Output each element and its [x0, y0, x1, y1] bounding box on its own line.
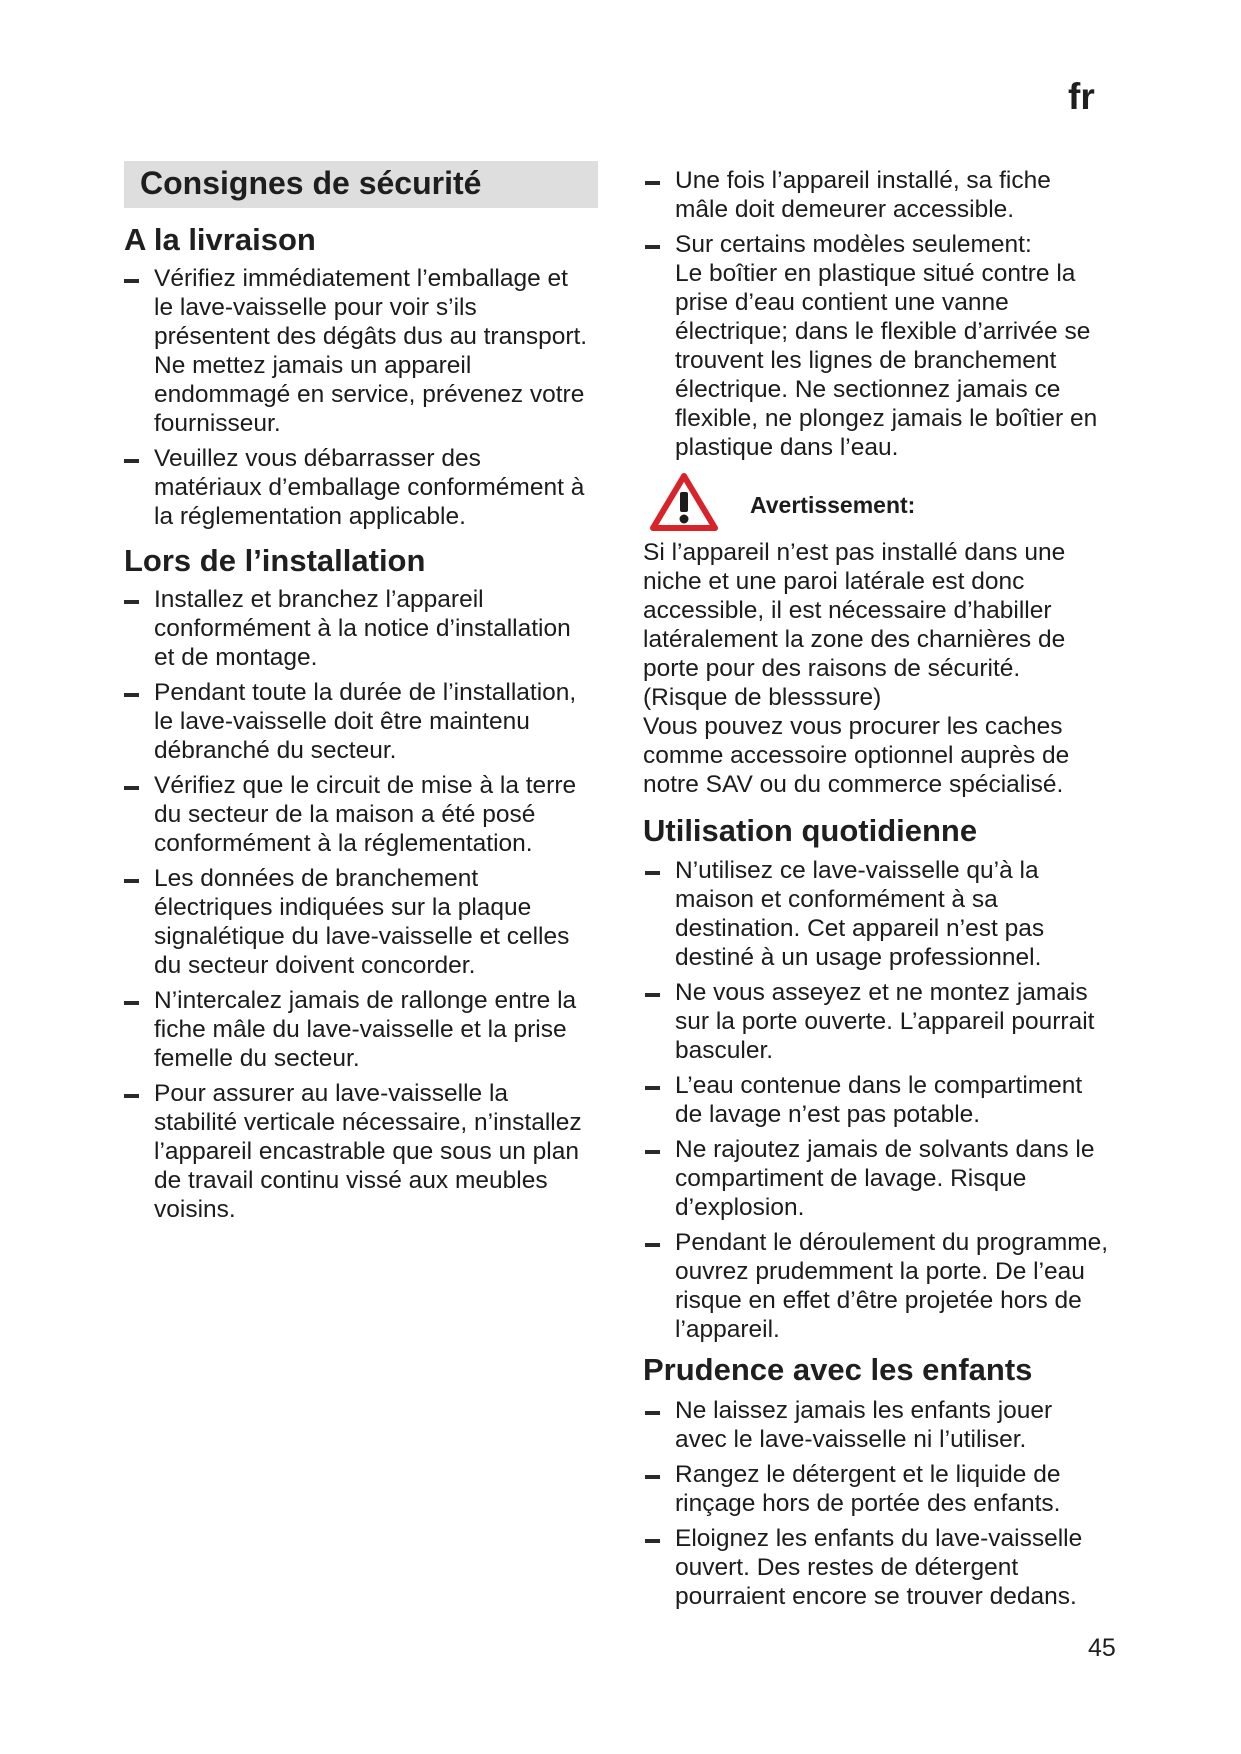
text-line: femelle du secteur. — [154, 1045, 360, 1072]
text-line: électrique; dans le flexible d’arrivée se — [675, 318, 1091, 345]
warning-triangle-icon — [650, 472, 718, 532]
text-line: (Risque de blesssure) — [643, 684, 882, 711]
text-line: plastique dans l’eau. — [675, 434, 899, 461]
warning-label: Avertissement: — [750, 492, 916, 518]
text-line: fiche mâle du lave-vaisselle et la prise — [154, 1016, 567, 1043]
text-line: présentent des dégâts dus au transport. — [154, 323, 588, 350]
text-line: notre SAV ou du commerce spécialisé. — [643, 771, 1064, 798]
list-item — [645, 978, 1125, 1065]
warning-text — [643, 538, 1069, 799]
text-line: du secteur doivent concorder. — [154, 952, 476, 979]
main-title: Consignes de sécurité — [140, 165, 482, 201]
text-line: Ne rajoutez jamais de solvants dans le — [675, 1136, 1095, 1163]
text-line: L’eau contenue dans le compartiment — [675, 1072, 1083, 1099]
dash-bullet-icon — [645, 181, 660, 185]
text-line: avec le lave-vaisselle ni l’utiliser. — [675, 1426, 1027, 1453]
heading-children: Prudence avec les enfants — [643, 1352, 1033, 1387]
text-line: électriques indiquées sur la plaque — [154, 894, 532, 921]
text-line: niche et une paroi latérale est donc — [643, 568, 1025, 595]
heading-daily-use: Utilisation quotidienne — [643, 813, 978, 848]
dash-bullet-icon — [645, 1411, 660, 1415]
text-line: débranché du secteur. — [154, 737, 397, 764]
delivery-list — [124, 264, 602, 537]
main-title-band — [124, 161, 598, 208]
text-line: Ne mettez jamais un appareil — [154, 352, 472, 379]
installation-list-continued — [645, 166, 1125, 468]
text-line: Ne laissez jamais les enfants jouer — [675, 1397, 1053, 1424]
dash-bullet-icon — [645, 1086, 660, 1090]
list-item — [645, 1228, 1125, 1344]
list-item — [645, 1524, 1125, 1611]
text-line: risque en effet d’être projetée hors de — [675, 1287, 1082, 1314]
text-line: Vous pouvez vous procurer les caches — [643, 713, 1063, 740]
text-line: Eloignez les enfants du lave-vaisselle — [675, 1525, 1083, 1552]
dash-bullet-icon — [124, 693, 139, 697]
dash-bullet-icon — [645, 245, 660, 249]
text-line: N’utilisez ce lave-vaisselle qu’à la — [675, 857, 1039, 884]
dash-bullet-icon — [124, 1094, 139, 1098]
text-line: matériaux d’emballage conformément à — [154, 474, 585, 501]
text-line: mâle doit demeurer accessible. — [675, 196, 1015, 223]
list-item — [645, 230, 1125, 462]
list-item — [124, 1079, 602, 1224]
text-line: destiné à un usage professionnel. — [675, 944, 1042, 971]
text-line: Vérifiez que le circuit de mise à la terre — [154, 772, 577, 799]
list-item — [645, 1071, 1125, 1129]
list-item — [645, 1135, 1125, 1222]
text-line: N’intercalez jamais de rallonge entre la — [154, 987, 577, 1014]
text-line: ouvert. Des restes de détergent — [675, 1554, 1019, 1581]
list-item — [124, 444, 602, 531]
text-line: pourraient encore se trouver dedans. — [675, 1583, 1077, 1610]
text-line: Ne vous asseyez et ne montez jamais — [675, 979, 1088, 1006]
text-line: prise d’eau contient une vanne — [675, 289, 1009, 316]
dash-bullet-icon — [645, 1539, 660, 1543]
dash-bullet-icon — [124, 279, 139, 283]
dash-bullet-icon — [124, 459, 139, 463]
text-line: comme accessoire optionnel auprès de — [643, 742, 1070, 769]
text-line: Vérifiez immédiatement l’emballage et — [154, 265, 568, 292]
dash-bullet-icon — [645, 993, 660, 997]
list-item — [124, 264, 602, 438]
daily-use-list — [645, 856, 1125, 1350]
text-line: accessible, il est nécessaire d’habiller — [643, 597, 1052, 624]
text-line: Rangez le détergent et le liquide de — [675, 1461, 1061, 1488]
dash-bullet-icon — [124, 600, 139, 604]
installation-list — [124, 585, 602, 1230]
text-line: Le boîtier en plastique situé contre la — [675, 260, 1076, 287]
text-line: flexible, ne plongez jamais le boîtier en — [675, 405, 1098, 432]
dash-bullet-icon — [124, 1001, 139, 1005]
text-line: de lavage n’est pas potable. — [675, 1101, 981, 1128]
heading-installation: Lors de l’installation — [124, 543, 426, 578]
list-item — [124, 771, 602, 858]
text-line: l’appareil encastrable que sous un plan — [154, 1138, 579, 1165]
text-line: Installez et branchez l’appareil — [154, 586, 484, 613]
list-item — [124, 986, 602, 1073]
list-item — [124, 864, 602, 980]
text-line: maison et conformément à sa — [675, 886, 998, 913]
list-item — [124, 678, 602, 765]
text-line: conformément à la notice d’installation — [154, 615, 571, 642]
text-line: de travail continu vissé aux meubles — [154, 1167, 548, 1194]
text-line: trouvent les lignes de branchement — [675, 347, 1057, 374]
text-line: signalétique du lave-vaisselle et celles — [154, 923, 570, 950]
dash-bullet-icon — [124, 786, 139, 790]
text-line: conformément à la réglementation. — [154, 830, 533, 857]
text-line: Veuillez vous débarrasser des — [154, 445, 481, 472]
text-line: endommagé en service, prévenez votre — [154, 381, 585, 408]
text-line: fournisseur. — [154, 410, 281, 437]
text-line: le lave-vaisselle doit être maintenu — [154, 708, 530, 735]
warning-block — [650, 472, 1070, 532]
dash-bullet-icon — [645, 1243, 660, 1247]
text-line: rinçage hors de portée des enfants. — [675, 1490, 1061, 1517]
text-line: sur la porte ouverte. L’appareil pourrait — [675, 1008, 1095, 1035]
text-line: Sur certains modèles seulement: — [675, 231, 1032, 258]
heading-delivery: A la livraison — [124, 222, 316, 257]
dash-bullet-icon — [124, 879, 139, 883]
text-line: destination. Cet appareil n’est pas — [675, 915, 1045, 942]
language-code: fr — [1068, 76, 1095, 117]
list-item — [124, 585, 602, 672]
text-line: électrique. Ne sectionnez jamais ce — [675, 376, 1061, 403]
list-item — [645, 856, 1125, 972]
text-line: Si l’appareil n’est pas installé dans une — [643, 539, 1066, 566]
text-line: stabilité verticale nécessaire, n’installez — [154, 1109, 582, 1136]
text-line: Une fois l’appareil installé, sa fiche — [675, 167, 1051, 194]
children-list — [645, 1396, 1125, 1617]
text-line: latéralement la zone des charnières de — [643, 626, 1066, 653]
text-line: le lave-vaisselle pour voir s’ils — [154, 294, 477, 321]
text-line: Pendant le déroulement du programme, — [675, 1229, 1109, 1256]
text-line: voisins. — [154, 1196, 236, 1223]
text-line: ouvrez prudemment la porte. De l’eau — [675, 1258, 1085, 1285]
text-line: du secteur de la maison a été posé — [154, 801, 536, 828]
text-line: la réglementation applicable. — [154, 503, 466, 530]
text-line: basculer. — [675, 1037, 774, 1064]
text-line: l’appareil. — [675, 1316, 780, 1343]
dash-bullet-icon — [645, 1475, 660, 1479]
text-line: Les données de branchement — [154, 865, 479, 892]
text-line: Pour assurer au lave-vaisselle la — [154, 1080, 509, 1107]
page-number: 45 — [1088, 1634, 1116, 1662]
dash-bullet-icon — [645, 1150, 660, 1154]
text-line: d’explosion. — [675, 1194, 805, 1221]
dash-bullet-icon — [645, 871, 660, 875]
text-line: porte pour des raisons de sécurité. — [643, 655, 1021, 682]
text-line: compartiment de lavage. Risque — [675, 1165, 1027, 1192]
list-item — [645, 1460, 1125, 1518]
text-line: et de montage. — [154, 644, 318, 671]
list-item — [645, 1396, 1125, 1454]
list-item — [645, 166, 1125, 224]
text-line: Pendant toute la durée de l’installation, — [154, 679, 577, 706]
